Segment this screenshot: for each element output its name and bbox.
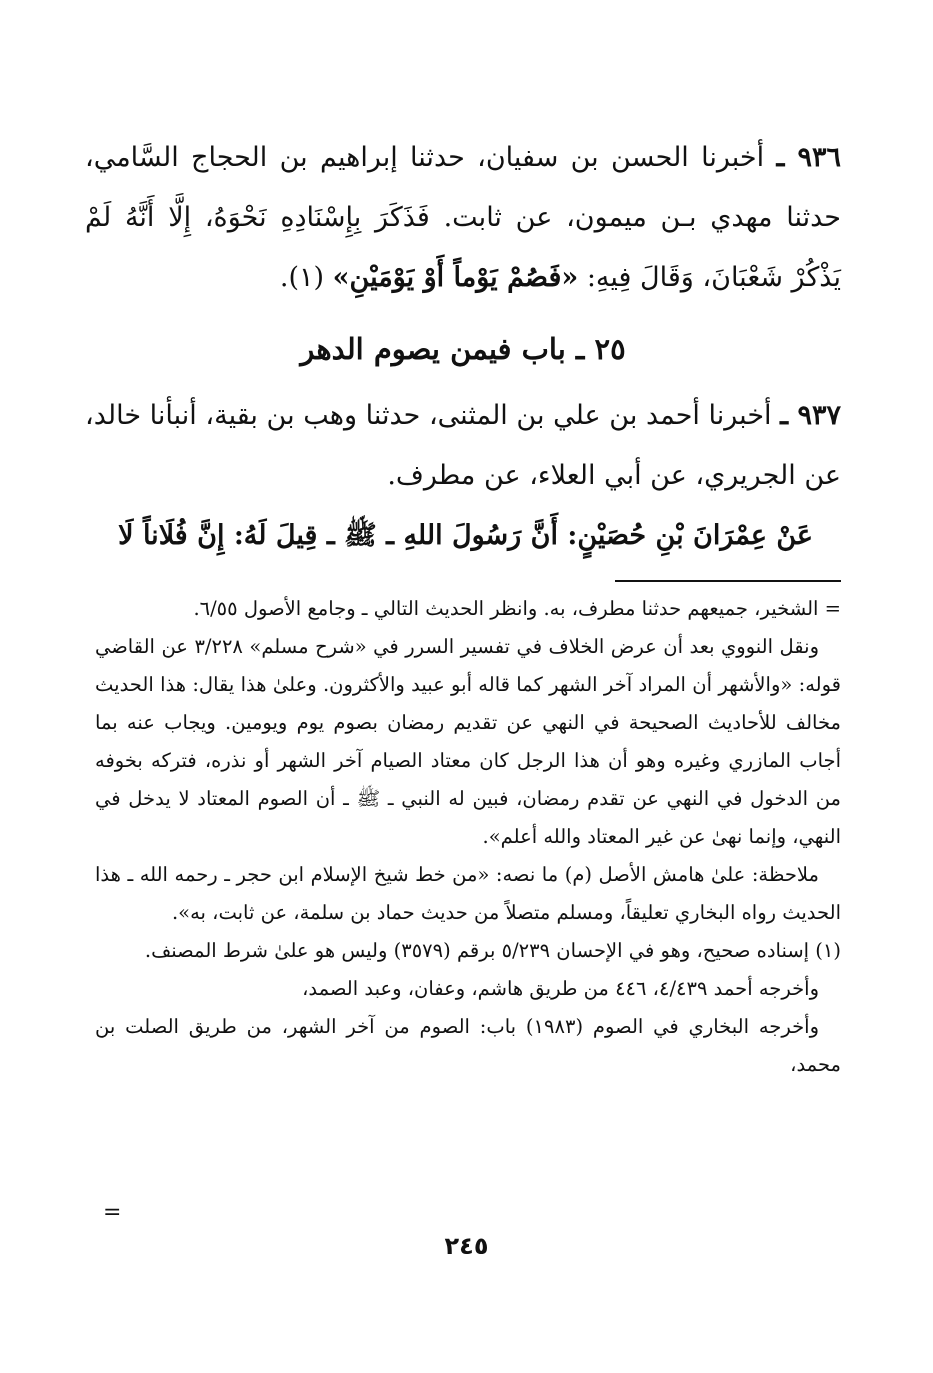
hadith-text: أخبرنا الحسن بن سفيان، حدثنا إبراهيم بن الحجاج السَّامي، حدثنا مهدي بـن ميمون، عن ثابت. فَذَكَرَ بِإِسْنَادِهِ نَحْوَهُ، إِلَّا أَنَّهُ لَمْ يَذْكُرْ شَعْبَانَ، وَقَالَ فِيهِ: [85, 142, 841, 293]
footnote-nawawi: ونقل النووي بعد أن عرض الخلاف في تفسير السرر في «شرح مسلم» ٣/٢٢٨ عن القاضي قوله: «والأشهر أن المراد آخر الشهر كما قاله أبو عبيد والأكثرون. وعلىٰ هذا يقال: هذا الحديث مخالف للأحاديث الصحيحة في النهي عن تقديم رمضان بصوم يوم ويومين. ويجاب عنه بما أجاب المازري وغيره وهو أن هذا الرجل كان معتاد الصيام آخر الشهر أو نذره، فتركه بخوفه من الدخول في النهي عن تقدم رمضان، فبين له النبي ـ ﷺ ـ أن الصوم المعتاد لا يدخل في النهي، وإنما نهىٰ عن غير المعتاد والله أعلم». [95, 635, 841, 848]
footnote-bukhari: وأخرجه البخاري في الصوم (١٩٨٣) باب: الصوم من آخر الشهر، من طريق الصلت بن محمد، [95, 1015, 841, 1076]
hadith-number: ٩٣٦ ـ [776, 142, 841, 173]
page-number: ٢٤٥ [444, 1232, 489, 1260]
footnote-separator [615, 580, 841, 582]
hadith-936 [85, 128, 841, 308]
footnotes [95, 590, 841, 1084]
footnote-1: (١) إسناده صحيح، وهو في الإحسان ٥/٢٣٩ برقم (٣٥٧٩) وليس هو علىٰ شرط المصنف. [144, 939, 841, 962]
footnote-ahmad: وأخرجه أحمد ٤/٤٣٩، ٤٤٦ من طريق هاشم، وعفان، وعبد الصمد، [302, 977, 819, 1000]
main-text [85, 128, 841, 566]
footnote-ref: (١). [279, 262, 325, 293]
hadith-isnad: أخبرنا أحمد بن علي بن المثنى، حدثنا وهب بن بقية، أنبأنا خالد، عن الجريري، عن أبي العلاء، عن مطرف. [85, 400, 841, 491]
hadith-number: ٩٣٧ ـ [780, 400, 841, 431]
hadith-quote: «فَصُمْ يَوْماً أَوْ يَوْمَيْنِ» [332, 262, 579, 293]
continuation-mark: = [103, 1200, 122, 1225]
hadith-matn: عَنْ عِمْرَانَ بْنِ حُصَيْنٍ: أَنَّ رَسُولَ اللهِ ـ ﷺ ـ قِيلَ لَهُ: إِنَّ فُلَاناً لَا [118, 520, 813, 551]
footnote-continuation: = الشخير، جميعهم حدثنا مطرف، به. وانظر الحديث التالي ـ وجامع الأصول ٦/٥٥. [193, 597, 841, 620]
footnote-note: ملاحظة: علىٰ هامش الأصل (م) ما نصه: «من خط شيخ الإسلام ابن حجر ـ رحمه الله ـ هذا الحديث رواه البخاري تعليقاً، ومسلم متصلاً من حديث حماد بن سلمة، عن ثابت، به». [95, 863, 841, 924]
hadith-937 [85, 386, 841, 506]
chapter-heading: ٢٥ ـ باب فيمن يصوم الدهر [300, 332, 626, 366]
